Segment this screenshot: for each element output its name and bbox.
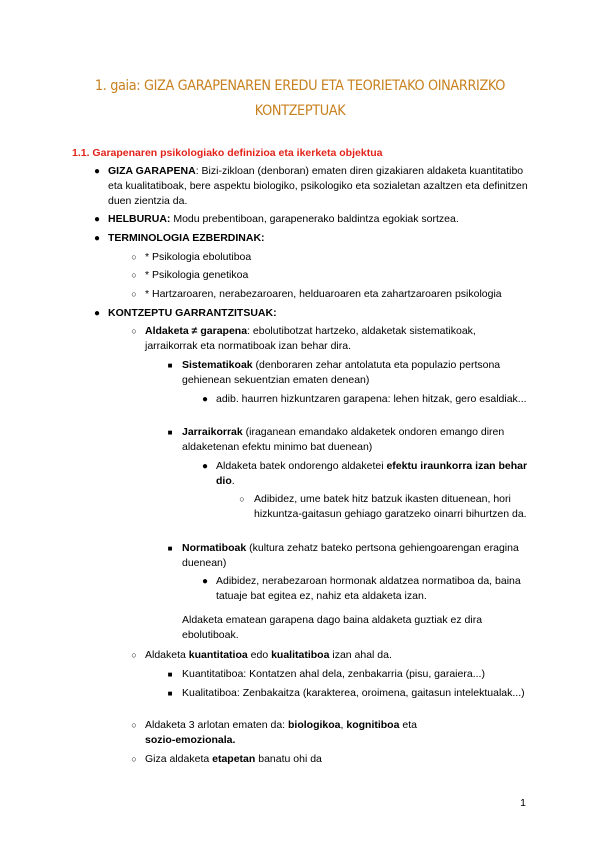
text-giza-garapena: : Bizi-zikloan (denboran) ematen diren gizakiaren aldaketa kuantitatibo eta kualitatiboak, bere aspektu biologiko, psikologiko eta sozialetan azaltzen eta definitzen duen zientzia da. [108, 165, 528, 207]
circle-bullet-icon: ○ [131, 754, 137, 764]
list-item-jarraikorrak-example: ○ Adibidez, ume batek hitz batzuk ikasten dituenean, hori hizkuntza-gaitasun gehiago garatzeko oinarri bihurtzen da. [254, 492, 532, 522]
list-item-terminology-3: ○ * Hartzaroaren, nerabezaroaren, helduaroaren eta zahartzaroaren psikologia [145, 287, 530, 302]
heading-kontzeptu: KONTZEPTU GARRANTZITSUAK: [108, 307, 277, 319]
list-item-aldaketa-garapena: ○ Aldaketa ≠ garapena: ebolutibotzat hartzeko, aldaketak sistematikoak, jarraikorrak eta normatiboak izan behar dira. [145, 324, 530, 354]
page-number: 1 [520, 797, 526, 809]
disc-bullet-icon: ● [93, 233, 101, 244]
heading-terminologia: TERMINOLOGIA EZBERDINAK: [108, 232, 265, 244]
disc-bullet-icon: ● [93, 214, 101, 225]
circle-bullet-icon: ○ [239, 494, 245, 504]
list-item-kuantitatiboa-2: ■ Kualitatiboa: Zenbakaitza (karakterea, oroimena, gaitasun intelektualak...) [182, 686, 532, 701]
disc-bullet-icon: ● [201, 576, 209, 587]
list-item-sistematikoak-example: ● adib. haurren hizkuntzaren garapena: lehen hitzak, gero esaldiak... [201, 393, 527, 405]
list-item-etapetan: ○ Giza aldaketa etapetan banatu ohi da [145, 752, 530, 767]
list-item-helburua [93, 212, 528, 227]
circle-bullet-icon: ○ [131, 720, 137, 730]
list-item-kontzeptu [93, 306, 528, 321]
term-helburua: HELBURUA: [108, 213, 171, 225]
term-giza-garapena: GIZA GARAPENA [108, 165, 196, 177]
square-bullet-icon: ■ [167, 428, 173, 437]
square-bullet-icon: ■ [167, 670, 173, 679]
square-bullet-icon: ■ [167, 361, 173, 370]
list-item-giza-garapena [93, 164, 528, 209]
square-bullet-icon: ■ [167, 544, 173, 553]
list-item-kuantitatiboa-1: ■ Kuantitatiboa: Kontatzen ahal dela, zenbakarria (pisu, garaiera...) [182, 667, 532, 682]
list-item-jarraikorrak-sub: ● Aldaketa batek ondorengo aldaketei efektu iraunkorra izan behar dio. [201, 460, 528, 487]
disc-bullet-icon: ● [201, 461, 209, 472]
disc-bullet-icon: ● [93, 166, 101, 177]
list-item-normatiboak: ■ Normatiboak (kultura zehatz bateko pertsona gehiengoarengan eragina duenean) [182, 541, 532, 571]
circle-bullet-icon: ○ [131, 289, 137, 299]
square-bullet-icon: ■ [167, 689, 173, 698]
circle-bullet-icon: ○ [131, 326, 137, 336]
title-line-2: KONTZEPTUAK [254, 103, 346, 119]
page-title [79, 74, 521, 124]
disc-bullet-icon: ● [201, 394, 209, 405]
circle-bullet-icon: ○ [131, 650, 137, 660]
disc-bullet-icon: ● [93, 308, 101, 319]
list-item-normatiboak-example: ● Adibidez, nerabezaroan hormonak aldatzea normatiboa da, baina tatuaje bat egitea ez, nahiz eta aldaketa izan. [201, 575, 521, 602]
list-item-jarraikorrak: ■ Jarraikorrak (iraganean emandako aldaketek ondoren emango diren aldaketenan efektu minimo bat duenean) [182, 425, 532, 455]
text-helburua: Modu prebentiboan, garapenerako baldintza egokiak sortzea. [170, 213, 459, 225]
note-paragraph: Aldaketa ematean garapena dago baina aldaketa guztiak ez dira ebolutiboak. [182, 614, 483, 641]
list-item-terminology-1: ○ * Psikologia ebolutiboa [145, 250, 530, 265]
circle-bullet-icon: ○ [131, 252, 137, 262]
list-item-sistematikoak: ■ Sistematikoak (denboraren zehar antolatuta eta populazio pertsona gehienean sekuentzian ematen denean) [182, 358, 532, 388]
title-line-1: 1. gaia: GIZA GARAPENAREN EREDU ETA TEORIETAKO OINARRIZKO [94, 78, 506, 94]
circle-bullet-icon: ○ [131, 270, 137, 280]
list-item-terminology-2: ○ * Psikologia genetikoa [145, 268, 530, 283]
list-item-terminologia [93, 231, 528, 246]
section-heading: 1.1. Garapenaren psikologiako definizioa eta ikerketa objektua [72, 147, 383, 159]
list-item-arlotan: ○ Aldaketa 3 arlotan ematen da: biologikoa, kognitiboa eta sozio-emozionala. [145, 718, 530, 748]
list-item-kuantitatiboa: ○ Aldaketa kuantitatioa edo kualitatiboa izan ahal da. [145, 648, 530, 663]
